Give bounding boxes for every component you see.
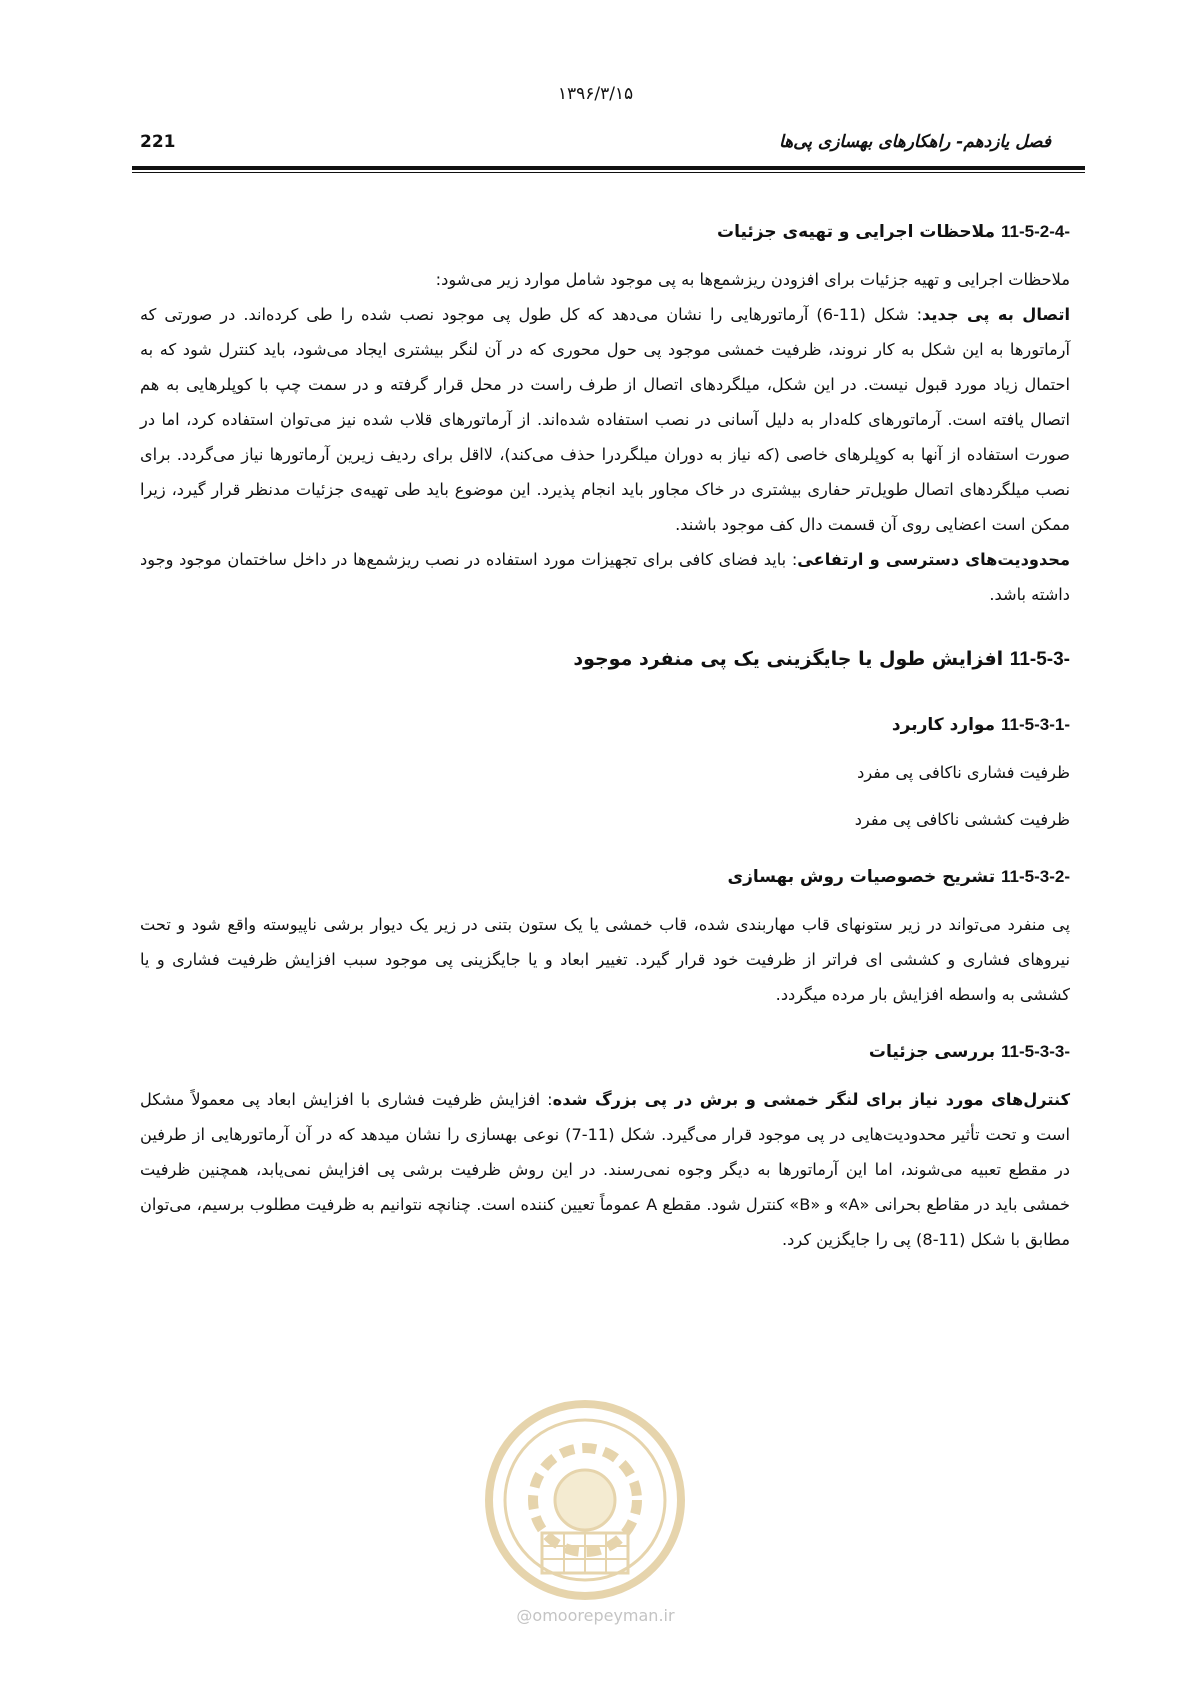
section-number: 11-5-3-1- bbox=[1001, 715, 1070, 734]
section-number: 11-5-3-3- bbox=[1001, 1042, 1070, 1061]
section-title: بررسی جزئیات bbox=[868, 1042, 996, 1062]
section-heading-11-5-3-1 bbox=[140, 707, 1070, 743]
section-title: ملاحظات اجرایی و تهیه‌ی جزئیات bbox=[717, 222, 996, 242]
section-title: موارد کاربرد bbox=[891, 715, 996, 735]
at-icon: @ bbox=[516, 1606, 533, 1625]
paragraph-enlarged-footing-checks bbox=[140, 1082, 1070, 1257]
section-number: 11-5-3- bbox=[1009, 649, 1070, 670]
paragraph-body: : شکل (11-6) آرماتورهایی را نشان می‌دهد که کل طول پی موجود نصب شده را طی کرده‌اند. در صورتی که آرماتورها به این شکل به کار نروند، ظرفیت خمشی موجود پی حول محوری که در آن لنگر بیشتری ایجاد می‌شود، باید کنترل شود که به احتمال زیاد مورد قبول نیست. در این شکل، میلگردهای اتصال از طرف راست در محل قرار گرفته و در سمت چپ با کوپلرهایی به هم اتصال یافته است. آرماتورهای کله‌دار به دلیل آسانی در نصب استفاده شده‌اند. از آرماتورهای قلاب شده نیز می‌توان استفاده کرد، اما در صورت استفاده از آنها به کوپلرهای خاصی (که نیاز به دوران میلگردرا حذف می‌کند)، لااقل برای ردیف زیرین آرماتورها نیاز می‌گردد. برای نصب میلگردهای اتصال طویل‌تر حفاری بیشتری در خاک مجاور باید انجام پذیرد. این موضوع باید طی تهیه‌ی جزئیات مدنظر قرار گیرد، زیرا ممکن است اعضایی روی آن قسمت دال کف موجود باشند. bbox=[140, 305, 1070, 534]
section-title: تشریح خصوصیات روش بهسازی bbox=[727, 867, 996, 887]
section-heading-11-5-2-4 bbox=[140, 214, 1070, 250]
paragraph-lead: اتصال به پی جدید bbox=[922, 305, 1071, 324]
paragraph-new-foundation-connection bbox=[140, 297, 1070, 542]
section-heading-11-5-3-3 bbox=[140, 1034, 1070, 1070]
section-title: افزایش طول یا جایگزینی یک پی منفرد موجود bbox=[573, 648, 1004, 670]
section-body: پی منفرد می‌تواند در زیر ستونهای قاب مهاربندی شده، قاب خمشی یا یک ستون بتنی در زیر یک دیوار برشی ناپیوسته واقع شود و تحت نیروهای فشاری و کششی ای فراتر از ظرفیت خود قرار گیرد. تغییر ابعاد و یا جایگزینی پی موجود سبب افزایش ظرفیت فشاری و یا کششی به واسطه افزایش بار مرده میگردد. bbox=[140, 915, 1070, 1004]
page-content bbox=[140, 214, 1070, 1257]
section-intro: ملاحظات اجرایی و تهیه جزئیات برای افزودن ریزشمع‌ها به پی موجود شامل موارد زیر می‌شود: bbox=[435, 270, 1070, 289]
section-number: 11-5-2-4- bbox=[1001, 222, 1070, 241]
header-date: ۱۳۹۶/۳/۱۵ bbox=[557, 84, 634, 104]
paragraph-access-limits bbox=[140, 542, 1070, 612]
section-number: 11-5-3-2- bbox=[1001, 867, 1070, 886]
paragraph-lead: کنترل‌های مورد نیاز برای لنگر خمشی و برش در پی بزرگ شده bbox=[552, 1090, 1070, 1109]
watermark-seal-logo bbox=[480, 1395, 690, 1605]
header-rule-thick bbox=[132, 166, 1085, 170]
header-rule-thin bbox=[132, 172, 1085, 173]
section-heading-11-5-3-2 bbox=[140, 859, 1070, 895]
chapter-title: فصل یازدهم- راهکارهای بهسازی پی‌ها bbox=[778, 132, 1051, 152]
paragraph-body: : باید فضای کافی برای تجهیزات مورد استفاده در نصب ریزشمع‌ها در داخل ساختمان موجود وجود داشته باشد. bbox=[140, 550, 1070, 604]
application-item: ظرفیت کششی ناکافی پی مفرد bbox=[854, 810, 1070, 829]
page-number: 221 bbox=[140, 132, 176, 152]
section-heading-11-5-3 bbox=[140, 642, 1070, 677]
paragraph-lead: محدودیت‌های دسترسی و ارتفاعی bbox=[797, 550, 1070, 569]
paragraph-body: : افزایش ظرفیت فشاری با افزایش ابعاد پی معمولاً مشکل است و تحت تأثیر محدودیت‌هایی در پی موجود قرار می‌گیرد. شکل (11-7) نوعی بهسازی را نشان میدهد که در آن آرماتورهایی از طرفین در مقطع تعبیه می‌شوند، اما این آرماتورها به دیگر وجوه نمی‌رسند. در این روش ظرفیت برشی پی افزایش نمی‌یابد، همچنین ظرفیت خمشی باید در مقاطع بحرانی «A» و «B» کنترل شود. مقطع A عموماً تعیین کننده است. چنانچه نتوانیم به ظرفیت مطلوب برسیم، می‌توان مطابق با شکل (11-8) پی را جایگزین کرد. bbox=[140, 1090, 1070, 1249]
watermark-site: @omoorepeyman.ir bbox=[516, 1606, 675, 1625]
application-item: ظرفیت فشاری ناکافی پی مفرد bbox=[857, 763, 1070, 782]
